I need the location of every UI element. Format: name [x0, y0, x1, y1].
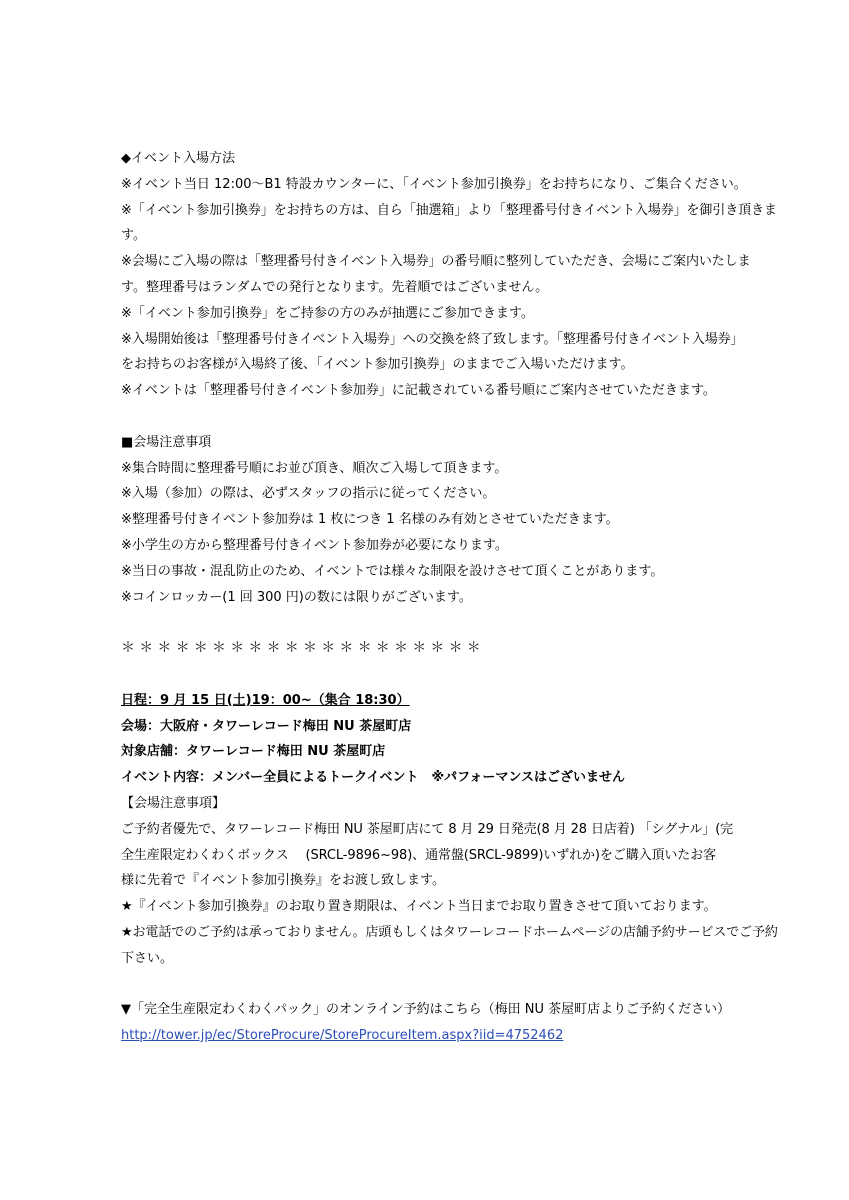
event-venue: 会場：大阪府・タワーレコード梅田 NU 茶屋町店 [121, 718, 412, 734]
event-notes-line: 様に先着で『イベント参加引換券』をお渡し致します。 [121, 873, 445, 889]
event-notes-line: ★『イベント参加引換券』のお取り置き期限は、イベント当日までお取り置きさせて頂いております。 [121, 899, 717, 915]
entry-method-line: す。 [121, 228, 146, 244]
document-page [121, 146, 778, 1049]
event-notes-line: ★お電話でのご予約は承っておりません。店頭もしくはタワーレコードホームページの店舗予約サービスでご予約 [121, 924, 778, 940]
spacer [121, 972, 751, 998]
venue-notes-line: ※コインロッカー(1 回 300 円)の数には限りがございます。 [121, 589, 472, 605]
event-notes-heading: 【会場注意事項】 [121, 795, 226, 811]
event-store: 対象店舗：タワーレコード梅田 NU 茶屋町店 [121, 744, 386, 760]
entry-method-line: をお持ちのお客様が入場終了後、「イベント参加引換券」のままでご入場いただけます。 [121, 357, 634, 373]
venue-notes-line: ※集合時間に整理番号順にお並び頂き、順次ご入場して頂きます。 [121, 460, 508, 476]
entry-method-heading: ◆イベント入場方法 [121, 151, 235, 166]
entry-method-line: ※イベント当日 12:00～B1 特設カウンターに、「イベント参加引換券」をお持ちになり、ご集合ください。 [121, 176, 747, 192]
event-schedule: 日程：9 月 15 日(土)19：00~（集合 18:30） [121, 692, 410, 708]
venue-notes-line: ※当日の事故・混乱防止のため、イベントでは様々な制限を設けさせて頂くことがあります。 [121, 563, 664, 579]
spacer [121, 610, 751, 636]
entry-method-line: ※イベントは「整理番号付きイベント参加券」に記載されている番号順にご案内させていただきます。 [121, 383, 716, 399]
venue-notes-heading: ■会場注意事項 [121, 434, 212, 450]
venue-notes-line: ※小学生の方から整理番号付きイベント参加券が必要になります。 [121, 537, 508, 553]
spacer [121, 404, 751, 430]
online-reservation-label: ▼「完全生産限定わくわくパック」のオンライン予約はこちら（梅田 NU 茶屋町店よりご予約ください） [121, 1002, 731, 1018]
separator: ＊＊＊＊＊＊＊＊＊＊＊＊＊＊＊＊＊＊＊＊ [121, 640, 485, 657]
event-content: イベント内容：メンバー全員によるトークイベント ※パフォーマンスはございません [121, 770, 626, 786]
entry-method-line: ※「イベント参加引換券」をご持参の方のみが抽選にご参加できます。 [121, 305, 534, 321]
entry-method-line: ※「イベント参加引換券」をお持ちの方は、自ら「抽選箱」より「整理番号付きイベント入場券」を御引き頂きま [121, 202, 777, 218]
online-reservation-link[interactable]: http://tower.jp/ec/StoreProcure/StoreProcureItem.aspx?iid=4752462 [121, 1028, 564, 1044]
entry-method-line: ※入場開始後は「整理番号付きイベント入場券」への交換を終了致します。「整理番号付きイベント入場券」 [121, 331, 744, 347]
spacer [121, 662, 751, 688]
entry-method-line: ※会場にご入場の際は「整理番号付きイベント入場券」の番号順に整列していただき、会場にご案内いたしま [121, 254, 751, 270]
venue-notes-line: ※整理番号付きイベント参加券は 1 枚につき 1 名様のみ有効とさせていただきます。 [121, 512, 619, 528]
event-notes-line: 下さい。 [121, 950, 174, 966]
event-notes-line: ご予約者優先で、タワーレコード梅田 NU 茶屋町店にて 8 月 29 日発売(8 月 28 日店着) 「シグナル」(完 [121, 821, 734, 837]
event-notes-line: 全生産限定わくわくボックス (SRCL-9896~98)、通常盤(SRCL-9899)いずれか)をご購入頂いたお客 [121, 847, 717, 863]
venue-notes-line: ※入場（参加）の際は、必ずスタッフの指示に従ってください。 [121, 486, 496, 502]
entry-method-line: す。整理番号はランダムでの発行となります。先着順ではございません。 [121, 279, 549, 295]
